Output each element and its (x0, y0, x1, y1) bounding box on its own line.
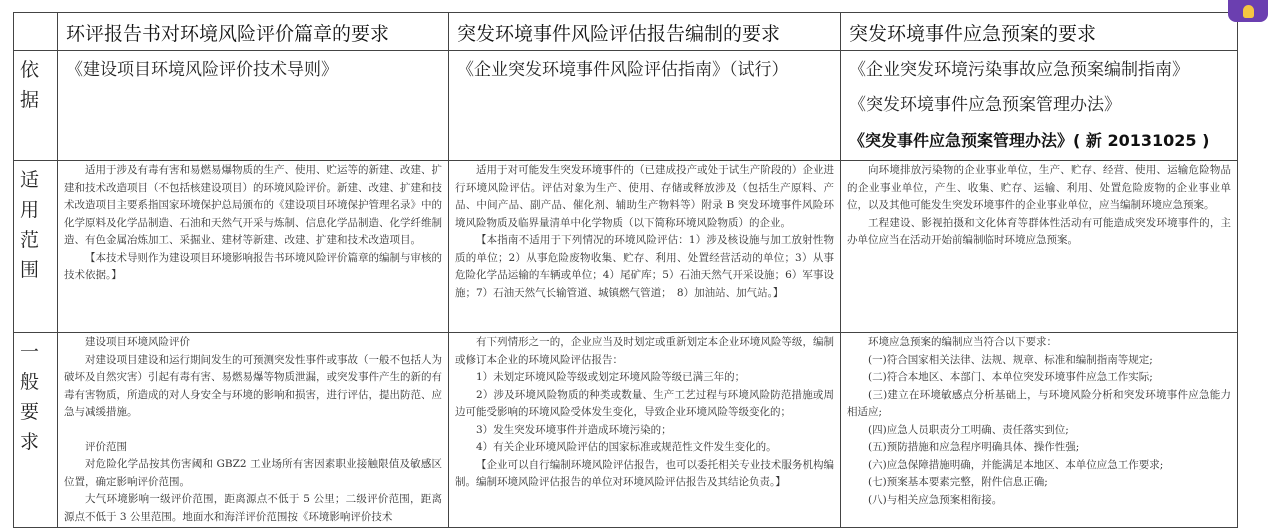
general-eia-line: 对危险化学品按其伤害阈和 GBZ2 工业场所有害因素职业接触限值及敏感区位置，确定影响评价范围。 (64, 458, 442, 488)
basis-risk-text: 《企业突发环境事件风险评估指南》（试行） (457, 60, 789, 80)
header-eia-report: 环评报告书对环境风险评价篇章的要求 (58, 13, 449, 51)
basis-plan-line-bold: 《突发事件应急预案管理办法》( 新 20131025 ) (849, 131, 1210, 150)
scope-eia-note: 【本技术导则作为建设项目环境影响报告书环境风险评价篇章的编制与审核的技术依据。】 (64, 251, 442, 281)
general-plan (841, 333, 1238, 528)
scope-plan-paragraph: 向环境排放污染物的企业事业单位，生产、贮存、经营、使用、运输危险物品的企业事业单位，产生、收集、贮存、运输、利用、处置危险废物的企业事业单位，以及其他可能发生突发环境事件的企业事业单位，应当编制环境应急预案。 (847, 164, 1231, 211)
row-basis-label: 依据 (14, 51, 58, 161)
general-plan-line: (八)与相关应急预案相衔接。 (868, 493, 1003, 506)
basis-eia-text: 《建设项目环境风险评价技术导则》 (66, 60, 338, 80)
row-scope (14, 161, 1238, 333)
basis-risk (449, 51, 841, 161)
general-plan-line: (六)应急保障措施明确，并能满足本地区、本单位应急工作要求; (868, 458, 1164, 471)
general-eia-blank (64, 422, 442, 439)
row-scope-label-line: 范围 (20, 229, 40, 281)
general-plan-line: (三)建立在环境敏感点分析基础上，与环境风险分析和突发环境事件应急能力相适应; (847, 388, 1231, 418)
general-plan-line: (五)预防措施和应急程序明确具体、操作性强; (868, 441, 1080, 453)
basis-plan (841, 51, 1238, 161)
general-eia-line: 建设项目环境风险评价 (85, 336, 190, 348)
general-risk-line: 有下列情形之一的，企业应当及时划定或重新划定本企业环境风险等级，编制或修订本企业的环境风险评估报告： (455, 336, 834, 366)
header-emergency-plan: 突发环境事件应急预案的要求 (841, 13, 1238, 51)
header-row (14, 13, 1238, 51)
requirements-table-container (13, 12, 1237, 528)
row-general-label-line: 一般 (20, 341, 40, 393)
header-blank (14, 13, 58, 51)
scope-risk-paragraph: 适用于对可能发生突发环境事件的（已建成投产或处于试生产阶段的）企业进行环境风险评估。评估对象为生产、使用、存储或释放涉及（包括生产原料、产品、中间产品、副产品、催化剂、辅助生产物料等）附录 B 突发环境事件风险环境风险物质及临界量清单中化学物质（以下简称环境风险物质）的企业。 (455, 164, 834, 229)
scope-plan-paragraph: 工程建设、影视拍摄和文化体育等群体性活动有可能造成突发环境事件的，主办单位应当在活动开始前编制临时环境应急预案。 (847, 216, 1231, 246)
general-eia-line: 对建设项目建设和运行期间发生的可预测突发性事件或事故（一般不包括人为破坏及自然灾害）引起有毒有害、易燃易爆等物质泄漏，或突发事件产生的新的有毒有害物质，所造成的对人身安全与环境的影响和损害，进行评估，提出防范、应急与减缓措施。 (64, 353, 442, 418)
general-risk-line: 2）涉及环境风险物质的种类或数量、生产工艺过程与环境风险防范措施或周边可能受影响的环境风险受体发生变化，导致企业环境风险等级变化的； (455, 388, 834, 418)
lightbulb-icon (1243, 5, 1254, 18)
basis-plan-line: 《突发环境事件应急预案管理办法》 (849, 95, 1121, 115)
general-risk-line: 1）未划定环境风险等级或划定环境风险等级已满三年的； (476, 371, 746, 383)
row-scope-label-line: 适用 (20, 169, 40, 221)
scope-eia-paragraph: 适用于涉及有毒有害和易燃易爆物质的生产、使用、贮运等的新建、改建、扩建和技术改造项目（不包括核建设项目）的环境风险评价。新建、改建、扩建和技术改造项目主要系指国家环境保护总局颁布的《建设项目环境保护管理名录》中的化学原料及化学品制造、石油和天然气开采与炼制、信息化学品制造、化学纤维制造、有色金属冶炼加工、采掘业、建材等新建、改建、扩建和技术改造项目。 (64, 164, 442, 246)
row-scope-label (14, 161, 58, 333)
general-plan-line: (二)符合本地区、本部门、本单位突发环境事件应急工作实际; (868, 371, 1153, 383)
general-eia (58, 333, 449, 528)
general-risk-line: 4）有关企业环境风险评估的国家标准或规范性文件发生变化的。 (476, 441, 777, 453)
row-general-label-line: 要求 (20, 401, 40, 453)
general-risk-line: 3）发生突发环境事件并造成环境污染的； (476, 423, 672, 436)
general-eia-line: 大气环境影响一级评价范围，距离源点不低于 5 公里；二级评价范围，距离源点不低于 3 公里范围。地面水和海洋评价范围按《环境影响评价技术 (64, 493, 442, 523)
general-eia-line: 评价范围 (85, 440, 127, 453)
row-general-label (14, 333, 58, 528)
general-risk-note: 【企业可以自行编制环境风险评估报告，也可以委托相关专业技术服务机构编制。编制环境风险评估报告的单位对环境风险评估报告及其结论负责。】 (455, 458, 834, 488)
scope-eia (58, 161, 449, 333)
general-plan-line: (七)预案基本要素完整，附件信息正确; (868, 476, 1048, 488)
requirements-table (13, 12, 1238, 528)
scope-risk (449, 161, 841, 333)
general-plan-line: (四)应急人员职责分工明确、责任落实到位; (868, 423, 1069, 436)
general-plan-line: (一)符合国家相关法律、法规、规章、标准和编制指南等规定; (868, 353, 1153, 366)
scope-risk-note: 【本指南不适用于下列情况的环境风险评估：1）涉及核设施与加工放射性物质的单位；2）从事危险废物收集、贮存、利用、处置经营活动的单位；3）从事危险化学品运输的车辆或单位；4）尾矿库；5）石油天然气开采设施；6）军事设施；7）石油天然气长输管道、城镇燃气管道； 8）加油站、加气站。】 (455, 234, 834, 299)
lightbulb-button[interactable] (1228, 0, 1268, 22)
general-plan-line: 环境应急预案的编制应当符合以下要求： (868, 336, 1057, 348)
row-basis (14, 51, 1238, 161)
basis-eia (58, 51, 449, 161)
header-risk-assessment: 突发环境事件风险评估报告编制的要求 (449, 13, 841, 51)
scope-plan (841, 161, 1238, 333)
general-risk (449, 333, 841, 528)
basis-plan-line: 《企业突发环境污染事故应急预案编制指南》 (849, 60, 1189, 80)
row-general (14, 333, 1238, 528)
